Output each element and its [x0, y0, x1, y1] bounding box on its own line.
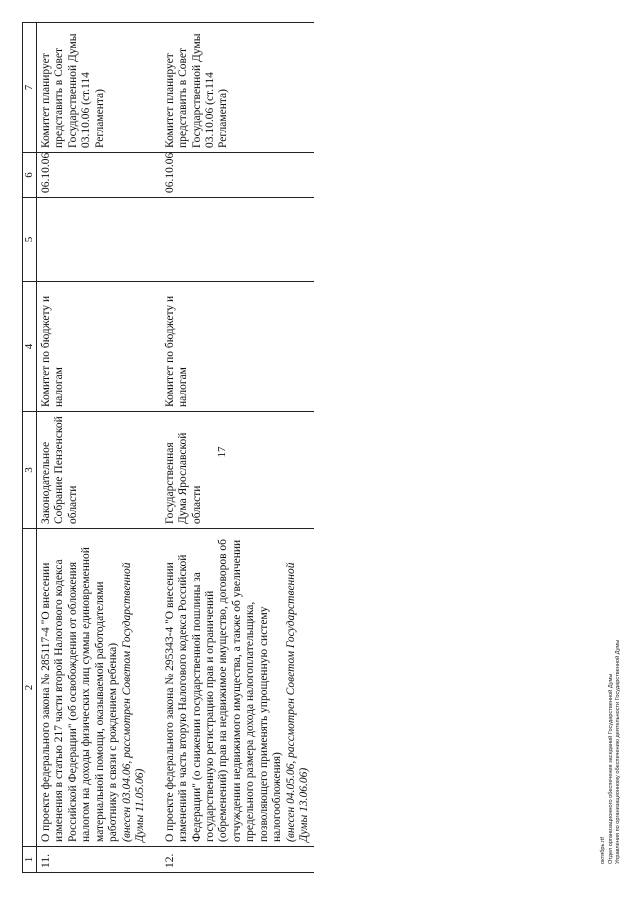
- bill-author: Законодательное Собрание Пензенской области: [37, 412, 150, 529]
- column-number: 6: [23, 153, 37, 198]
- bill-note: (внесен 04.05.06, рассмотрен Советом Государственной Думы 13.06.06): [284, 562, 311, 842]
- bill-plan: Комитет планирует представить в Совет Государственной Думы 03.10.06 (ст.114 Регламента): [37, 23, 150, 153]
- page-number: 17: [216, 446, 228, 458]
- table-row: [150, 23, 314, 873]
- footer-filename: октябрь.rtf: [600, 837, 606, 864]
- bill-author: Государственная Дума Ярославской области: [150, 412, 314, 529]
- column-number: 1: [23, 847, 37, 873]
- bill-note: (внесен 03.04.06, рассмотрен Советом Государственной Думы 11.05.06): [120, 562, 147, 842]
- column-number: 2: [23, 529, 37, 847]
- bill-committee: Комитет по бюджету и налогам: [37, 282, 150, 412]
- column-5-cell: [150, 198, 314, 282]
- column-number: 5: [23, 198, 37, 282]
- bill-title: О проекте федерального закона № 285117-4 "О внесении изменения в статью 217 части второй Налогового кодекса Российской Федерации" (об освобождении от обложения налогом на доходы физических лиц суммы единовременной материальной помощи, оказываемой работодателями работнику в связи с рождением ребенка): [40, 547, 120, 842]
- bill-description: [37, 529, 150, 847]
- rotated-table-area: [22, 23, 402, 873]
- footer-department: Отдел организационного обеспечения заседаний Государственной Думы: [607, 673, 614, 864]
- bill-date: 06.10.06: [37, 153, 150, 198]
- column-number: 3: [23, 412, 37, 529]
- bills-table: [22, 22, 314, 873]
- row-number: 11.: [37, 847, 150, 873]
- table-row: [37, 23, 150, 873]
- bill-committee: Комитет по бюджету и налогам: [150, 282, 314, 412]
- bill-title: О проекте федерального закона № 295343-4 "О внесении изменений в часть вторую Налогового кодекса Российской Федерации" (о снижении государственной пошлины за государственную регистрацию прав и ограничений (обременений) прав на недвижимое имущество, договоров об отчуждении недвижимого имущества, а также об увеличении предельного размера дохода налогоплательщика, позволяющего применять упрощенную систему налогообложения): [163, 538, 284, 842]
- bill-plan: Комитет планирует представить в Совет Государственной Думы 03.10.06 (ст.114 Регламента): [150, 23, 314, 153]
- column-number: 7: [23, 23, 37, 153]
- column-number: 4: [23, 282, 37, 412]
- bill-description: [150, 529, 314, 847]
- footer-division: Управления по организационному обеспечению деятельности Государственной Думы: [615, 639, 622, 864]
- document-footer: [600, 640, 623, 864]
- column-number-header: [23, 23, 37, 873]
- bill-date: 06.10.06: [150, 153, 314, 198]
- column-5-cell: [37, 198, 150, 282]
- row-number: 12.: [150, 847, 314, 873]
